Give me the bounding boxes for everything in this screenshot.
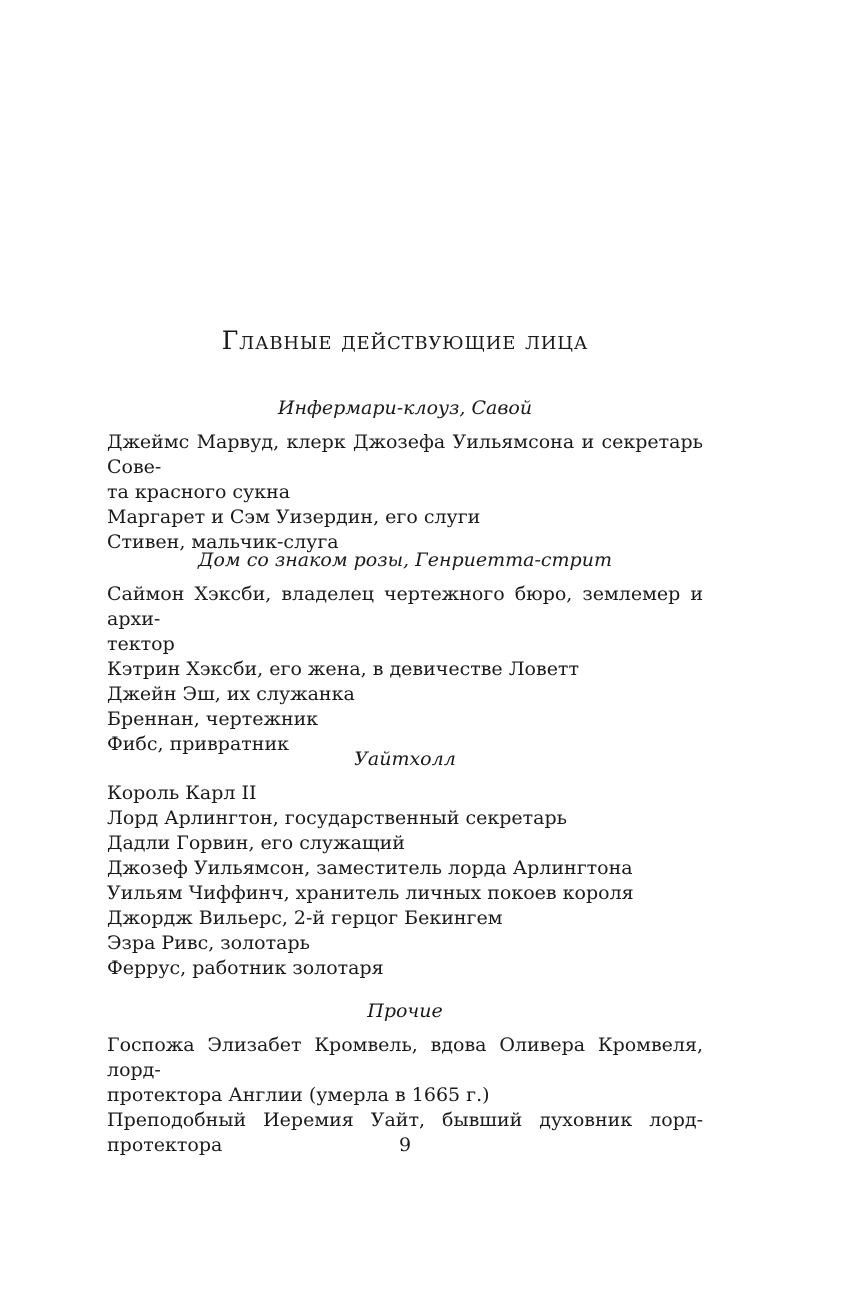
section-heading: Уайтхолл <box>354 748 456 770</box>
entry-line: Бреннан, чертежник <box>107 708 319 730</box>
entry-line: Стивен, мальчик-слуга <box>107 531 339 553</box>
entry-line: Джозеф Уильямсон, заместитель лорда Арлингтона <box>107 857 633 879</box>
character-entry <box>107 707 703 732</box>
section-heading: Прочие <box>367 1000 443 1022</box>
character-entry <box>107 430 703 505</box>
page-title: Главные действующие лица <box>221 326 589 355</box>
character-entry <box>107 582 703 657</box>
entry-line: Феррус, работник золотаря <box>107 957 384 979</box>
entry-line: та красного сукна <box>107 481 291 503</box>
section-henrietta-street <box>107 548 703 757</box>
entry-line: Маргарет и Сэм Уизердин, его слуги <box>107 506 481 528</box>
character-entry <box>107 931 703 956</box>
book-page <box>107 0 703 1299</box>
entry-line: Преподобный Иеремия Уайт, бывший духовник лорд-протектора <box>107 1109 703 1156</box>
character-entry <box>107 831 703 856</box>
entry-line: Джейн Эш, их служанка <box>107 683 355 705</box>
section-savoy <box>107 396 703 555</box>
entry-line: Лорд Арлингтон, государственный секретарь <box>107 807 567 829</box>
character-entry <box>107 657 703 682</box>
character-entry <box>107 881 703 906</box>
character-entry <box>107 505 703 530</box>
entry-line: Саймон Хэксби, владелец чертежного бюро, землемер и архи- <box>107 583 703 630</box>
entry-line: Госпожа Элизабет Кромвель, вдова Оливера Кромвеля, лорд- <box>107 1034 703 1081</box>
entry-line: Дадли Горвин, его служащий <box>107 832 405 854</box>
entry-line: Эзра Ривс, золотарь <box>107 932 310 954</box>
entry-line: Уильям Чиффинч, хранитель личных покоев короля <box>107 882 634 904</box>
entry-line: протектора Англии (умерла в 1665 г.) <box>107 1084 490 1106</box>
character-entry <box>107 856 703 881</box>
page-number: 9 <box>398 1134 412 1156</box>
entry-line: Фибс, привратник <box>107 733 289 755</box>
character-entry <box>107 806 703 831</box>
character-entry <box>107 682 703 707</box>
section-heading: Инфермари-клоуз, Савой <box>277 397 533 419</box>
character-entry <box>107 1033 703 1108</box>
character-entry <box>107 906 703 931</box>
character-entry <box>107 956 703 981</box>
character-entry <box>107 781 703 806</box>
entry-line: Король Карл II <box>107 782 257 804</box>
entry-line: тектор <box>107 633 175 655</box>
section-heading: Дом со знаком розы, Генриетта-стрит <box>198 549 612 571</box>
entry-line: Джеймс Марвуд, клерк Джозефа Уильямсона и секретарь Сове- <box>107 431 703 478</box>
entry-line: Кэтрин Хэксби, его жена, в девичестве Ловетт <box>107 658 579 680</box>
entry-line: Джордж Вильерс, 2-й герцог Бекингем <box>107 907 503 929</box>
section-whitehall <box>107 747 703 981</box>
